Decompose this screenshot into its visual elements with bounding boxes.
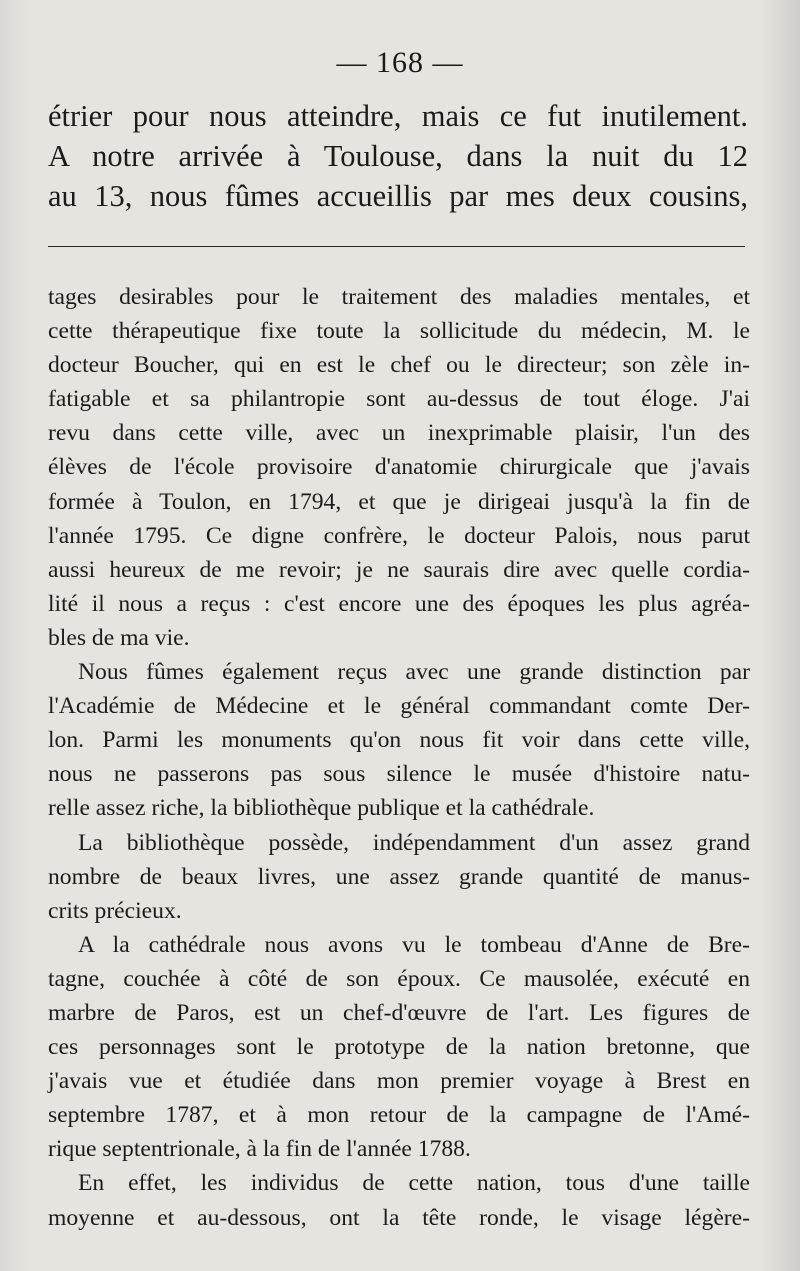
text-line: revu dans cette ville, avec un inexprimable plaisir, l'un des — [48, 420, 750, 447]
text-line: tages desirables pour le traitement des maladies mentales, et — [48, 284, 750, 310]
text-line: étrier pour nous atteindre, mais ce fut inutilement. — [48, 99, 748, 133]
text-line: cette thérapeutique fixe toute la sollicitude du médecin, M. le — [48, 318, 750, 345]
text-line: lon. Parmi les monuments qu'on nous fit voir dans cette ville, — [48, 727, 750, 754]
text-line: aussi heureux de me revoir; je ne saurais dire avec quelle cordia- — [48, 556, 750, 583]
text-line: En effet, les individus de cette nation, tous d'une taille — [78, 1170, 750, 1197]
text-line: tagne, couchée à côté de son époux. Ce mausolée, exécuté en — [48, 965, 750, 992]
text-line: marbre de Paros, est un chef-d'œuvre de l'art. Les figures de — [48, 999, 750, 1026]
text-line: ces personnages sont le prototype de la nation bretonne, que — [48, 1034, 750, 1061]
text-line: A notre arrivée à Toulouse, dans la nuit du 12 — [48, 139, 748, 173]
upper-text-block — [48, 96, 748, 216]
main-text-block — [48, 280, 750, 1235]
text-line: l'année 1795. Ce digne confrère, le docteur Palois, nous parut — [48, 522, 750, 549]
text-line: crits précieux. — [48, 897, 182, 924]
text-line: Nous fûmes également reçus avec une grande distinction par — [78, 659, 750, 686]
text-line: l'Académie de Médecine et le général commandant comte Der- — [48, 693, 750, 720]
text-line: au 13, nous fûmes accueillis par mes deux cousins, — [48, 179, 748, 213]
text-line: nombre de beaux livres, une assez grande quantité de manus- — [48, 863, 750, 890]
text-line: septembre 1787, et à mon retour de la campagne de l'Amé- — [48, 1102, 750, 1129]
text-line: docteur Boucher, qui en est le chef ou le directeur; son zèle in- — [48, 352, 750, 379]
text-line: lité il nous a reçus : c'est encore une des époques les plus agréa- — [48, 590, 750, 617]
text-line: moyenne et au-dessous, ont la tête ronde, le visage légère- — [48, 1204, 750, 1231]
text-line: A la cathédrale nous avons vu le tombeau d'Anne de Bre- — [78, 931, 750, 958]
text-line: formée à Toulon, en 1794, et que je dirigeai jusqu'à la fin de — [48, 488, 750, 515]
text-line: fatigable et sa philantropie sont au-dessus de tout éloge. J'ai — [48, 386, 750, 413]
separator-rule — [48, 246, 745, 247]
text-line: relle assez riche, la bibliothèque publique et la cathédrale. — [48, 795, 595, 822]
text-line: élèves de l'école provisoire d'anatomie chirurgicale que j'avais — [48, 454, 750, 481]
text-line: nous ne passerons pas sous silence le musée d'histoire natu- — [48, 761, 750, 788]
text-line: La bibliothèque possède, indépendamment d'un assez grand — [78, 829, 750, 856]
text-line: j'avais vue et étudiée dans mon premier voyage à Brest en — [48, 1068, 750, 1095]
text-line: bles de ma vie. — [48, 624, 190, 651]
text-line: rique septentrionale, à la fin de l'année 1788. — [48, 1136, 471, 1163]
page-number: — 168 — — [336, 46, 464, 79]
